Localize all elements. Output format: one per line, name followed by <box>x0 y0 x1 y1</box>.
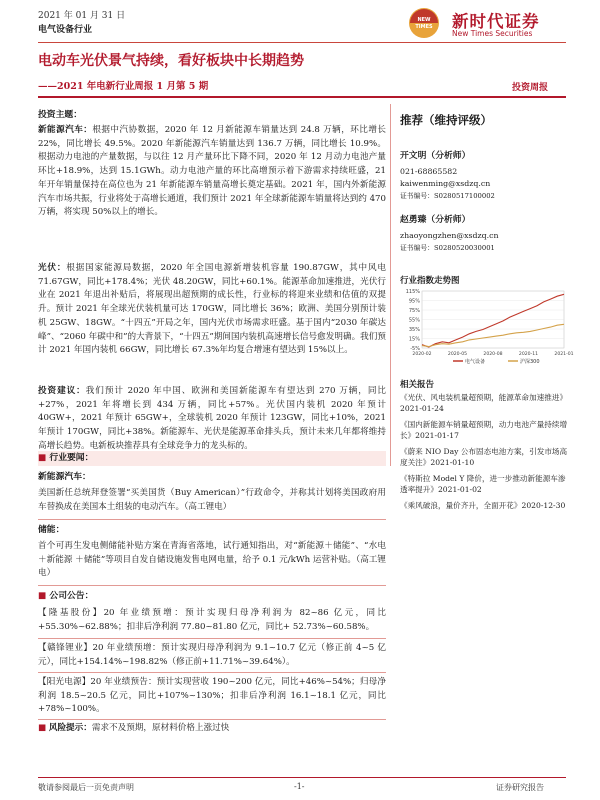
company-notice-sungrow: 【阳光电源】20 年业绩预告：预计实现营收 190~200 亿元，同比+46%~54%；归母净利润 18.5~20.5 亿元，同比+107%~130%；扣非后净利润 16.1~18.1 亿元，同比+78%~100%。 <box>38 677 386 715</box>
industry-label: 电气设备行业 <box>38 25 93 35</box>
analyst1-email[interactable]: kaiwenming@xsdzq.cn <box>400 179 491 188</box>
ev-label: 新能源汽车： <box>38 125 93 135</box>
series-line <box>422 324 564 346</box>
advice-text: 我们预计 2020 年中国、欧洲和美国新能源车有望达到 270 万辆，同比+27%，2021 年将增长到 434 万辆，同比+57%。光伏国内装机 2020 年预计 40GW+，2021 年预计 65GW+，全球装机 2020 年预计 123GW，同比+10%，2021 年预计 170GW，同比+38%。新能源车、光伏是能源革命排头兵，预计未来几年都将维持高增长趋势。电新板块推荐具有全球竞争力的龙头标的。 <box>38 386 386 451</box>
analyst2-email[interactable]: zhaoyongzhen@xsdzq.cn <box>400 231 499 240</box>
svg-text:TIMES: TIMES <box>415 24 433 30</box>
header-rule <box>38 42 566 43</box>
footer-rule <box>38 777 566 778</box>
doc-type-label: 投资周报 <box>512 83 549 93</box>
brand-name-cn: 新时代证券 <box>452 12 540 31</box>
company-news-heading: ■ 公司公告： <box>38 591 94 601</box>
analyst1-cert: 证书编号：S0280517100002 <box>400 192 495 200</box>
risk-warning: ■ 风险提示：需求不及预期，原材料价格上涨过快 <box>38 723 230 733</box>
news-storage-text: 首个可再生发电侧储能补贴方案在青海省落地，试行通知指出，对“新能源＋储能”、“水电＋新能源 ＋储能”等项目自发自储设施发售电网电量，给予 0.1 元/kWh 运营补贴。（高工锂电） <box>38 541 386 579</box>
index-trend-chart <box>398 288 574 366</box>
related-report-item[interactable]: 《蔚来 NIO Day 公布固态电池方案，引发市场高度关注》2021-01-10 <box>400 447 568 468</box>
svg-text:NEW: NEW <box>417 17 431 23</box>
news-ev-label: 新能源汽车： <box>38 472 91 482</box>
report-date: 2021 年 01 月 31 日 <box>38 11 126 21</box>
news-heading: ■ 行业要闻： <box>38 453 94 463</box>
y-tick-label: 75% <box>408 307 420 314</box>
y-tick-label: 15% <box>408 336 420 343</box>
brand-name-en: New Times Securities <box>452 29 533 38</box>
company-notice-longi: 【隆基股份】20 年业绩预增：预计实现归母净利润为 82~86 亿元，同比+55.30%~62.88%；扣非后净利润 77.80~81.80 亿元，同比+ 52.73%~60.58%。 <box>38 608 386 632</box>
summary-advice-paragraph <box>38 385 386 454</box>
footer-doc-class: 证券研究报告 <box>496 783 544 792</box>
news-separator <box>38 638 386 639</box>
x-tick-label: 2020-08 <box>483 352 503 357</box>
summary-pv-paragraph <box>38 262 386 358</box>
related-report-item[interactable]: 《乘风破浪，量价齐升，全面开花》2020-12-30 <box>400 501 566 510</box>
y-tick-label: 115% <box>405 288 420 295</box>
legend-label: 沪深300 <box>520 359 540 365</box>
news-separator <box>38 672 386 673</box>
series-line <box>422 294 564 347</box>
summary-ev-paragraph <box>38 124 386 220</box>
news-ev-text: 美国新任总统拜登签署“买美国货（Buy American）”行政命令，并称其计划将美国政府用车替换成在美国本土组装的电动汽车。（高工锂电） <box>38 488 386 512</box>
related-report-item[interactable]: 《特斯拉 Model Y 降价，进一步推动新能源车渗透率提升》2021-01-02 <box>400 474 566 495</box>
ev-text: 根据中汽协数据，2020 年 12 月新能源车销量达到 24.8 万辆，环比增长 22%，同比增长 49.5%。2020 年新能源汽车销量达到 136.7 万辆，同比增长 10.9%。根据动力电池的产量数据，与以往 12 月产量环比下降不同，2020 年 12 月动力电池产量环比+18.9%，达到 15.1GWh。动力电池产量的环比高增预示着下游需求持续旺盛，21 年开年销量保持在高位也为 21 年新能源车销量高增长奠定基础。2021 年，国内外新能源汽车市场共振，行业将处于高增长通道，我们预计 2021 年全球新能源车销量将达到约 470 万辆，将实现 50%以上的增长。 <box>38 125 386 218</box>
company-notice-ganfeng: 【赣锋锂业】20 年业绩预增：预计实现归母净利润为 9.1~10.7 亿元（修正前 4~5 亿元），同比+154.14%~198.82%（修正前+11.71%~39.64%）。 <box>38 643 386 667</box>
news-storage-label: 储能： <box>38 525 65 535</box>
related-report-item[interactable]: 《国内新能源车销量超预期，动力电池产量持续增长》2021-01-17 <box>400 420 568 441</box>
column-divider <box>390 104 391 466</box>
report-title: 电动车光伏景气持续，看好板块中长期趋势 <box>38 53 304 69</box>
advice-label: 投资建议： <box>38 386 86 396</box>
analyst1-name: 开文明（分析师） <box>400 151 471 161</box>
rating-label: 推荐（维持评级） <box>400 113 492 127</box>
pv-text: 根据国家能源局数据，2020 年全国电源新增装机容量 190.87GW，其中风电 71.67GW，同比+178.4%；光伏 48.20GW，同比+60.1%。能源革命加速推进，光伏行业在 2021 年退出补贴后，将展现出超预期的成长性，行业标的将迎来业绩和估值的双提升。预计 2021 年全球光伏装机量可达 170GW，同比增长 36%；欧洲、美国分别预计装机 25GW、18GW。“十四五”开局之年，国内光伏市场需求旺盛。基于国内“2030 年碳达峰”、“2060 年碳中和”的大背景下，“十四五”期间国内装机高速增长信号愈发明确。我们预计 2021 年国内装机 66GW，同比增长 67.3%年均复合增速有望达到 15%以上。 <box>38 263 386 356</box>
y-tick-label: -5% <box>410 345 420 352</box>
chart-title: 行业指数走势图 <box>400 276 460 286</box>
x-tick-label: 2020-05 <box>447 352 468 357</box>
related-report-item[interactable]: 《光伏、风电装机量超预期，能源革命加速推进》2021-01-24 <box>400 393 568 414</box>
y-tick-label: 35% <box>408 326 420 333</box>
x-tick-label: 2020-11 <box>518 352 539 357</box>
footer-disclaimer[interactable]: 敬请参阅最后一页免责声明 <box>38 783 134 792</box>
legend-label: 电气设备 <box>465 359 486 365</box>
page-number: -1- <box>294 782 305 791</box>
title-rule <box>38 96 566 98</box>
y-tick-label: 55% <box>408 317 420 324</box>
analyst2-name: 赵勇臻（分析师） <box>400 215 471 225</box>
news-separator <box>38 719 386 720</box>
news-separator <box>38 585 386 586</box>
x-tick-label: 2021-01 <box>554 352 574 357</box>
pv-label: 光伏： <box>38 263 67 273</box>
related-reports-title: 相关报告 <box>400 380 435 390</box>
analyst1-phone: 021-68865582 <box>400 167 458 176</box>
y-tick-label: 95% <box>408 298 420 305</box>
news-separator <box>38 519 386 520</box>
summary-heading: 投资主题： <box>38 110 82 120</box>
analyst2-cert: 证书编号：S0280520030001 <box>400 244 495 252</box>
x-tick-label: 2020-02 <box>412 352 432 357</box>
report-subtitle: ——2021 年电新行业周报 1 月第 5 期 <box>38 81 209 92</box>
